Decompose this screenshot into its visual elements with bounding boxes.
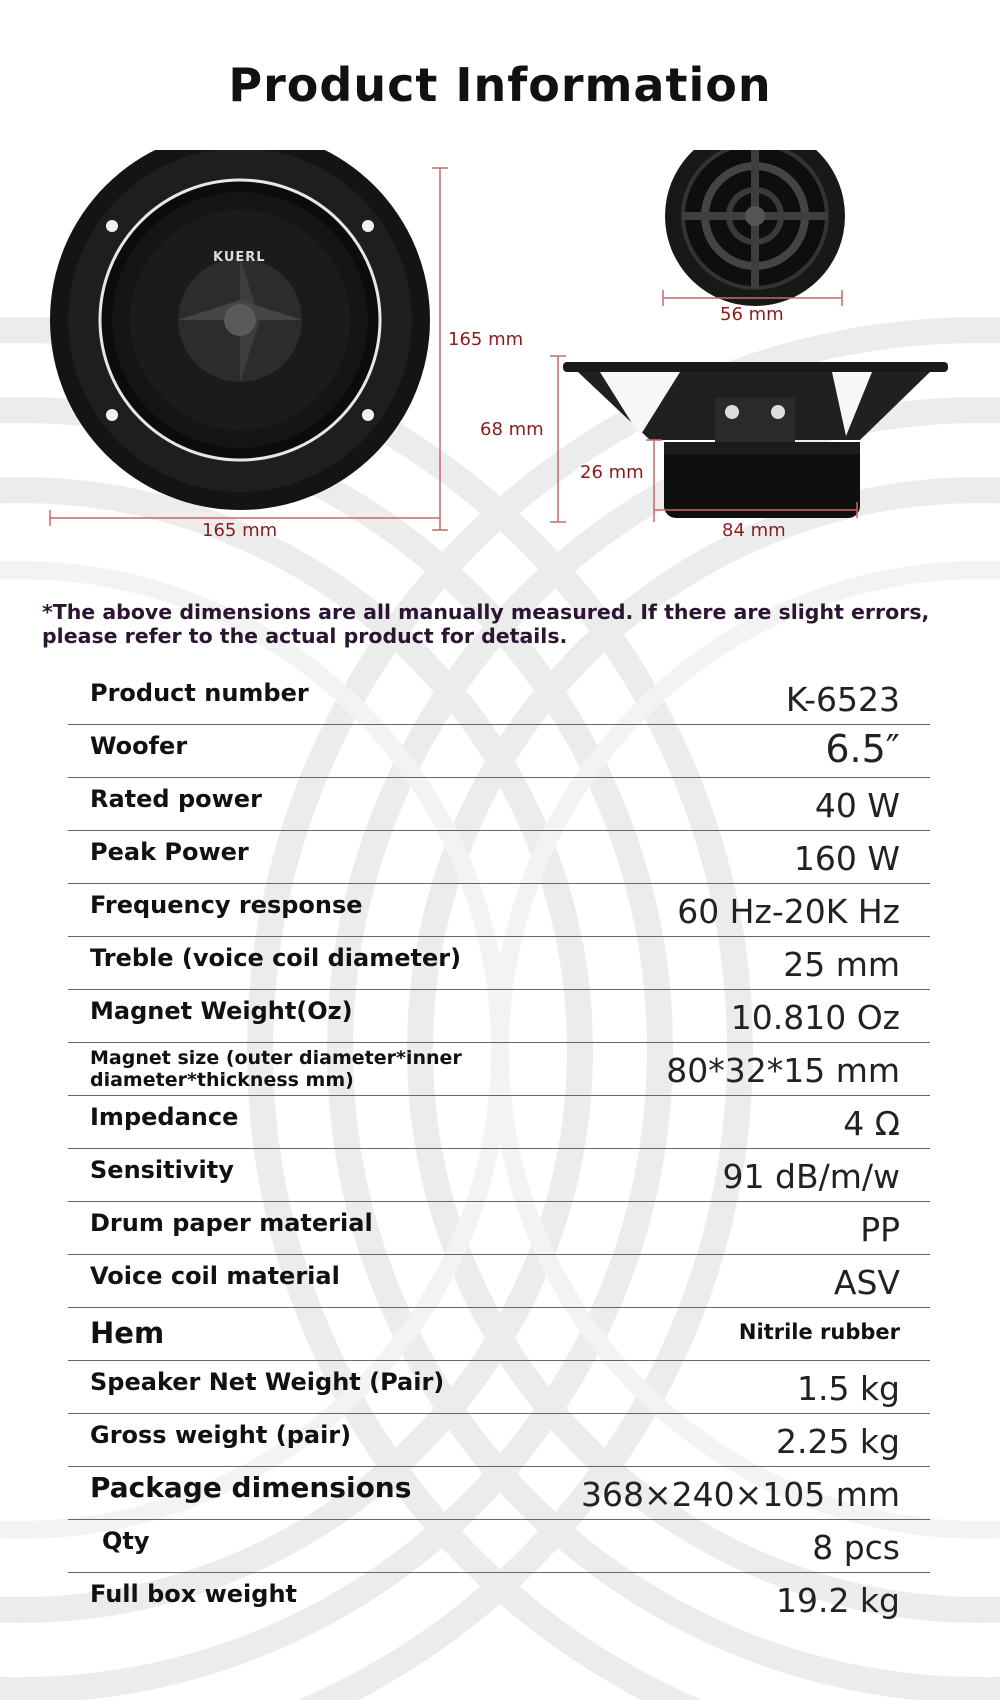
spec-label: Speaker Net Weight (Pair) — [90, 1368, 445, 1396]
spec-value: 40 W — [814, 786, 900, 825]
brand-logo: KUERL — [213, 250, 266, 265]
spec-value: 60 Hz-20K Hz — [677, 892, 900, 931]
spec-label: Woofer — [90, 732, 188, 760]
spec-value: PP — [860, 1210, 900, 1249]
page-title: Product Information — [228, 58, 772, 112]
spec-label: Product number — [90, 679, 309, 707]
woofer-front-view — [50, 150, 430, 510]
dim-tweeter-width: 56 mm — [720, 304, 784, 325]
spec-label: Impedance — [90, 1103, 239, 1131]
spec-value: 368×240×105 mm — [580, 1475, 900, 1514]
spec-label: Treble (voice coil diameter) — [90, 944, 462, 972]
spec-row-magnet-weight — [68, 990, 930, 1043]
spec-row-voice-coil-material — [68, 1255, 930, 1308]
dim-magnet-height: 26 mm — [580, 462, 644, 483]
woofer-side-view — [563, 362, 948, 518]
spec-label: Voice coil material — [90, 1262, 340, 1290]
spec-label: Rated power — [90, 785, 262, 813]
measurement-note: *The above dimensions are all manually measured. If there are slight errors, please refer to the actual product for details. — [42, 600, 930, 648]
dim-magnet-width: 84 mm — [722, 520, 786, 541]
spec-label: Sensitivity — [90, 1156, 234, 1184]
spec-value: 91 dB/m/w — [722, 1157, 900, 1196]
spec-row-rated-power — [68, 778, 930, 831]
spec-value: 25 mm — [783, 945, 900, 984]
dim-front-height: 165 mm — [448, 329, 524, 350]
spec-row-impedance — [68, 1096, 930, 1149]
spec-value: Nitrile rubber — [738, 1320, 900, 1344]
spec-row-gross-weight — [68, 1414, 930, 1467]
spec-value: 1.5 kg — [796, 1369, 900, 1408]
spec-value: ASV — [833, 1263, 900, 1302]
spec-value: 10.810 Oz — [730, 998, 900, 1037]
spec-value: 8 pcs — [812, 1528, 900, 1567]
spec-row-net-weight — [68, 1361, 930, 1414]
spec-row-product-number — [68, 672, 930, 725]
spec-value: K-6523 — [785, 680, 900, 719]
spec-label: Drum paper material — [90, 1209, 373, 1237]
spec-table — [68, 672, 930, 1625]
spec-row-sensitivity — [68, 1149, 930, 1202]
spec-label: Hem — [90, 1316, 165, 1350]
spec-row-hem — [68, 1308, 930, 1361]
spec-row-full-box-weight — [68, 1573, 930, 1625]
spec-row-frequency-response — [68, 884, 930, 937]
spec-row-package-dimensions — [68, 1467, 930, 1520]
spec-value: 19.2 kg — [775, 1581, 900, 1620]
spec-value: 2.25 kg — [775, 1422, 900, 1461]
dim-side-height: 68 mm — [480, 419, 544, 440]
spec-label: Frequency response — [90, 891, 363, 919]
spec-label: Gross weight (pair) — [90, 1421, 352, 1449]
spec-row-peak-power — [68, 831, 930, 884]
spec-value: 6.5″ — [825, 727, 900, 771]
tweeter-view — [665, 150, 845, 306]
dim-front-width: 165 mm — [202, 520, 278, 541]
spec-row-qty — [68, 1520, 930, 1573]
spec-label: Magnet size (outer diameter*inner diameter*thickness mm) — [90, 1047, 462, 1091]
spec-row-treble — [68, 937, 930, 990]
spec-label: Peak Power — [90, 838, 249, 866]
speaker-dimension-figure — [0, 150, 1000, 590]
spec-value: 4 Ω — [843, 1104, 900, 1143]
spec-value: 160 W — [793, 839, 900, 878]
spec-label: Magnet Weight(Oz) — [90, 997, 353, 1025]
spec-label: Qty — [102, 1527, 150, 1555]
spec-value: 80*32*15 mm — [666, 1051, 900, 1090]
spec-label: Full box weight — [90, 1580, 298, 1608]
spec-row-drum-paper-material — [68, 1202, 930, 1255]
spec-row-woofer — [68, 725, 930, 778]
spec-label: Package dimensions — [90, 1471, 412, 1504]
spec-row-magnet-size — [68, 1043, 930, 1096]
